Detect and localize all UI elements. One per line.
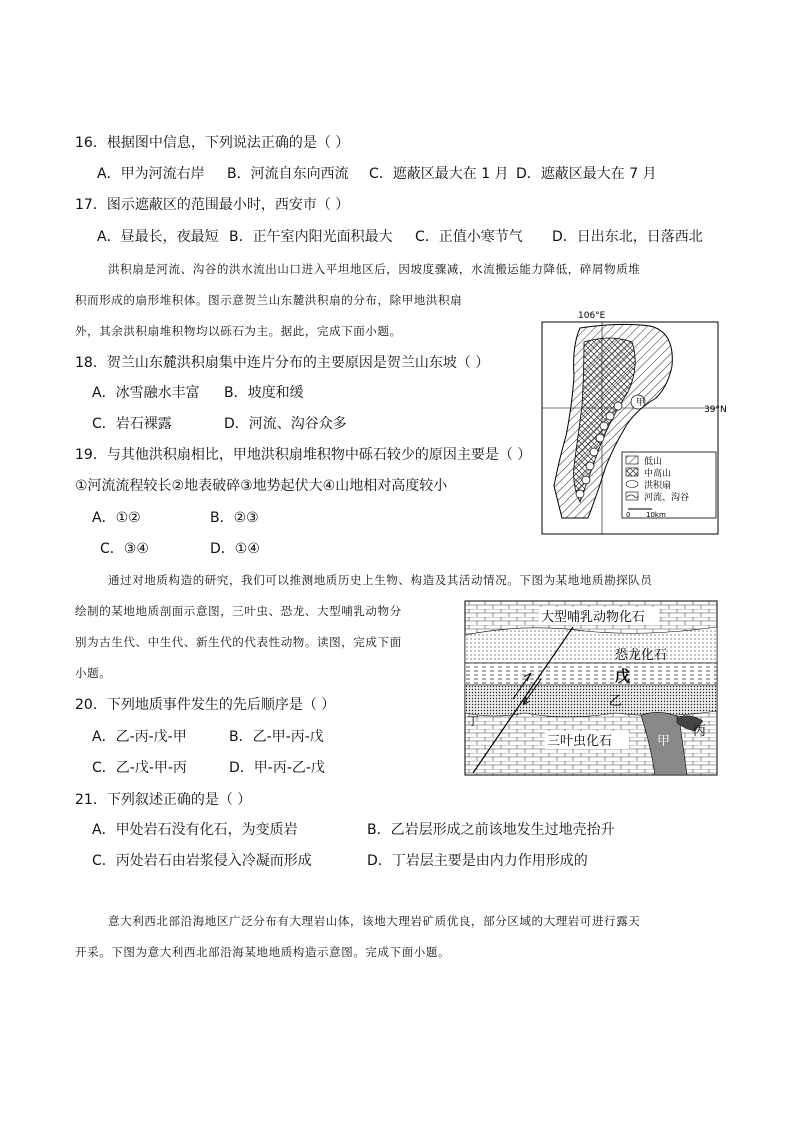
label-wu: 戊 [615, 667, 631, 685]
q20-option-c: C．乙-戊-甲-丙 [92, 760, 187, 776]
q21-stem: 21．下列叙述正确的是（ ） [75, 792, 252, 808]
intro3-line1: 意大利西北部沿海地区广泛分布有大理岩山体，该地大理岩矿质优良，部分区域的大理岩可进行露天 [108, 914, 641, 928]
q16-stem: 16．根据图中信息，下列说法正确的是（ ） [75, 135, 350, 151]
label-bing: 丙 [693, 724, 707, 739]
label-mammal-fossil: 大型哺乳动物化石 [541, 610, 646, 625]
scale-zero: 0 [626, 511, 631, 519]
q17-option-a: A．昼最长，夜最短 [97, 229, 219, 245]
legend-alluvial-fan: 洪积扇 [644, 481, 672, 491]
q21-option-a: A．甲处岩石没有化石，为变质岩 [92, 822, 298, 838]
intro2-line3: 别为古生代、中生代、新生代的代表性动物。读图，完成下面 [75, 635, 402, 649]
legend-mid-high-mountain: 中高山 [644, 469, 672, 479]
intro2-line1: 通过对地质构造的研究，我们可以推测地质历史上生物、构造及其活动情况。下图为某地地质勘探队员 [108, 573, 653, 587]
q18-option-b: B．坡度和缓 [224, 385, 304, 401]
intro2-line4: 小题。 [75, 666, 112, 680]
layer-dinosaur [465, 627, 717, 663]
label-yi: 乙 [609, 694, 623, 709]
q19-option-c: C．③④ [100, 541, 149, 557]
point-jia-label: 甲 [636, 398, 646, 408]
q19-option-b: B．②③ [210, 510, 259, 526]
label-ding: 丁 [467, 714, 480, 728]
geologic-cross-section [465, 601, 719, 777]
scale-km: 10km [646, 511, 666, 519]
label-dinosaur-fossil: 恐龙化石 [615, 648, 668, 663]
q21-option-d: D．丁岩层主要是由内力作用形成的 [367, 853, 588, 869]
q21-option-c: C．丙处岩石由岩浆侵入冷凝而形成 [92, 853, 312, 869]
legend-low-mountain: 低山 [644, 457, 663, 467]
layer-wu [465, 663, 717, 685]
q18-stem: 18．贺兰山东麓洪积扇集中连片分布的主要原因是贺兰山东坡（ ） [75, 355, 490, 371]
layer-yi [465, 685, 717, 717]
label-jia: 甲 [657, 734, 671, 749]
q21-option-b: B．乙岩层形成之前该地发生过地壳抬升 [367, 822, 615, 838]
helan-mountain-map [540, 306, 727, 536]
q16-option-c: C．遮蔽区最大在 1 月 [369, 166, 509, 182]
lon-label: 106°E [578, 311, 606, 321]
intro1-line2: 积而形成的扇形堆积体。图示意贺兰山东麓洪积扇的分布，除甲地洪积扇 [75, 293, 463, 307]
q18-option-d: D．河流、沟谷众多 [224, 416, 347, 432]
q20-option-a: A．乙-丙-戊-甲 [92, 729, 187, 745]
q18-option-c: C．岩石裸露 [92, 416, 172, 432]
q19-choices: ①河流流程较长②地表破碎③地势起伏大④山地相对高度较小 [75, 478, 448, 494]
label-trilobite-fossil: 三叶虫化石 [547, 734, 613, 749]
q16-option-d: D．遮蔽区最大在 7 月 [516, 166, 657, 182]
q17-option-b: B．正午室内阳光面积最大 [229, 229, 393, 245]
q17-option-d: D．日出东北，日落西北 [552, 229, 703, 245]
q17-option-c: C．正值小寒节气 [415, 229, 523, 245]
q17-stem: 17．图示遮蔽区的范围最小时，西安市（ ） [75, 197, 350, 213]
q20-option-d: D．甲-丙-乙-戊 [229, 760, 325, 776]
q19-option-a: A．①② [92, 510, 141, 526]
intro1-line1: 洪积扇是河流、沟谷的洪水流出山口进入平坦地区后，因坡度骤减，水流搬运能力降低，碎屑物质堆 [108, 262, 641, 276]
intro1-line3: 外，其余洪积扇堆积物均以砾石为主。据此，完成下面小题。 [75, 324, 402, 338]
q18-option-a: A．冰雪融水丰富 [92, 385, 200, 401]
q19-option-d: D．①④ [210, 541, 260, 557]
q19-stem: 19．与其他洪积扇相比，甲地洪积扇堆积物中砾石较少的原因主要是（ ） [75, 447, 532, 463]
lat-label: 39°N [704, 405, 727, 415]
intro2-line2: 绘制的某地地质剖面示意图，三叶虫、恐龙、大型哺乳动物分 [75, 604, 402, 618]
q16-option-b: B．河流自东向西流 [227, 166, 349, 182]
q20-option-b: B．乙-甲-丙-戊 [229, 729, 324, 745]
q16-option-a: A．甲为河流右岸 [97, 166, 205, 182]
q20-stem: 20．下列地质事件发生的先后顺序是（ ） [75, 697, 336, 713]
intro3-line2: 开采。下图为意大利西北部沿海某地地质构造示意图。完成下面小题。 [75, 945, 451, 959]
legend-river-valley: 河流、沟谷 [644, 493, 690, 503]
